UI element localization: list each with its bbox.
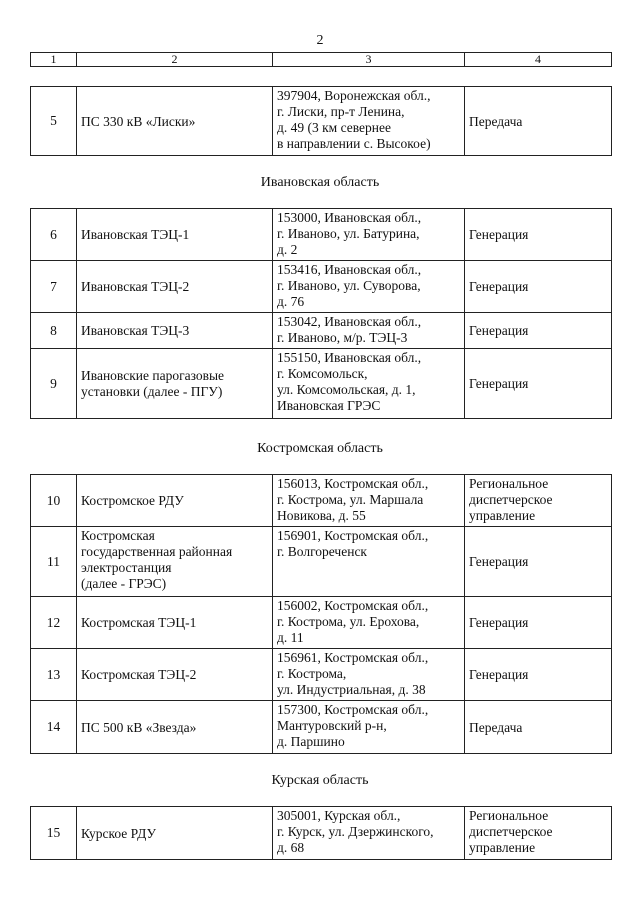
table-row — [31, 349, 612, 419]
facility-address: 157300, Костромская обл., Мантуровский р-н, д. Паршино — [273, 701, 465, 754]
table-row — [31, 313, 612, 349]
row-number: 15 — [31, 807, 77, 860]
row-number: 10 — [31, 475, 77, 527]
facility-name: Костромская государственная районная электростанция (далее - ГРЭС) — [77, 527, 273, 597]
facility-name: ПС 330 кВ «Лиски» — [77, 87, 273, 156]
facility-name: Костромская ТЭЦ-2 — [77, 649, 273, 701]
facility-type: Передача — [465, 701, 612, 754]
table-row — [31, 475, 612, 527]
facility-name: Ивановская ТЭЦ-3 — [77, 313, 273, 349]
region-heading: Костромская область — [257, 441, 383, 456]
facility-type: Региональное диспетчерское управление — [465, 807, 612, 860]
facility-address: 156961, Костромская обл., г. Кострома, ул. Индустриальная, д. 38 — [273, 649, 465, 701]
facility-address: 397904, Воронежская обл., г. Лиски, пр-т Ленина, д. 49 (3 км севернее в направлении с. Высокое) — [273, 87, 465, 156]
table-row — [31, 597, 612, 649]
facility-type: Региональное диспетчерское управление — [465, 475, 612, 527]
region-heading: Ивановская область — [260, 175, 380, 190]
facility-type: Генерация — [465, 649, 612, 701]
table-row — [31, 807, 612, 860]
facility-type: Генерация — [465, 597, 612, 649]
facility-address: 153416, Ивановская обл., г. Иваново, ул. Суворова, д. 76 — [273, 261, 465, 313]
column-header-table — [30, 52, 612, 67]
table-row — [31, 87, 612, 156]
facility-type: Генерация — [465, 527, 612, 597]
row-number: 8 — [31, 313, 77, 349]
facility-name: Ивановская ТЭЦ-1 — [77, 209, 273, 261]
column-header: 2 — [77, 53, 273, 67]
table-row — [31, 209, 612, 261]
facility-type: Генерация — [465, 349, 612, 419]
facility-name: Костромское РДУ — [77, 475, 273, 527]
facility-type: Генерация — [465, 209, 612, 261]
facility-name: Курское РДУ — [77, 807, 273, 860]
column-header-row — [31, 53, 612, 67]
facility-name: Ивановские парогазовые установки (далее - ПГУ) — [77, 349, 273, 419]
page-number: 2 — [316, 33, 324, 48]
facility-address: 156901, Костромская обл., г. Волгореченск — [273, 527, 465, 597]
facility-address: 305001, Курская обл., г. Курск, ул. Дзержинского, д. 68 — [273, 807, 465, 860]
table-row — [31, 701, 612, 754]
facility-address: 155150, Ивановская обл., г. Комсомольск, ул. Комсомольская, д. 1, Ивановская ГРЭС — [273, 349, 465, 419]
row-number: 14 — [31, 701, 77, 754]
facility-type: Передача — [465, 87, 612, 156]
table-row — [31, 527, 612, 597]
facility-name: Ивановская ТЭЦ-2 — [77, 261, 273, 313]
table-row — [31, 261, 612, 313]
facility-address: 156013, Костромская обл., г. Кострома, ул. Маршала Новикова, д. 55 — [273, 475, 465, 527]
section-table — [30, 474, 612, 754]
row-number: 7 — [31, 261, 77, 313]
region-heading: Курская область — [271, 773, 369, 788]
column-header: 4 — [465, 53, 612, 67]
row-number: 13 — [31, 649, 77, 701]
table-row — [31, 649, 612, 701]
facility-type: Генерация — [465, 261, 612, 313]
row-number: 5 — [31, 87, 77, 156]
section-table — [30, 208, 612, 419]
row-number: 12 — [31, 597, 77, 649]
row-number: 11 — [31, 527, 77, 597]
section-table — [30, 86, 612, 156]
section-table — [30, 806, 612, 860]
facility-type: Генерация — [465, 313, 612, 349]
facility-address: 156002, Костромская обл., г. Кострома, ул. Ерохова, д. 11 — [273, 597, 465, 649]
row-number: 9 — [31, 349, 77, 419]
facility-name: Костромская ТЭЦ-1 — [77, 597, 273, 649]
row-number: 6 — [31, 209, 77, 261]
facility-address: 153042, Ивановская обл., г. Иваново, м/р. ТЭЦ-3 — [273, 313, 465, 349]
facility-name: ПС 500 кВ «Звезда» — [77, 701, 273, 754]
column-header: 1 — [31, 53, 77, 67]
facility-address: 153000, Ивановская обл., г. Иваново, ул. Батурина, д. 2 — [273, 209, 465, 261]
column-header: 3 — [273, 53, 465, 67]
